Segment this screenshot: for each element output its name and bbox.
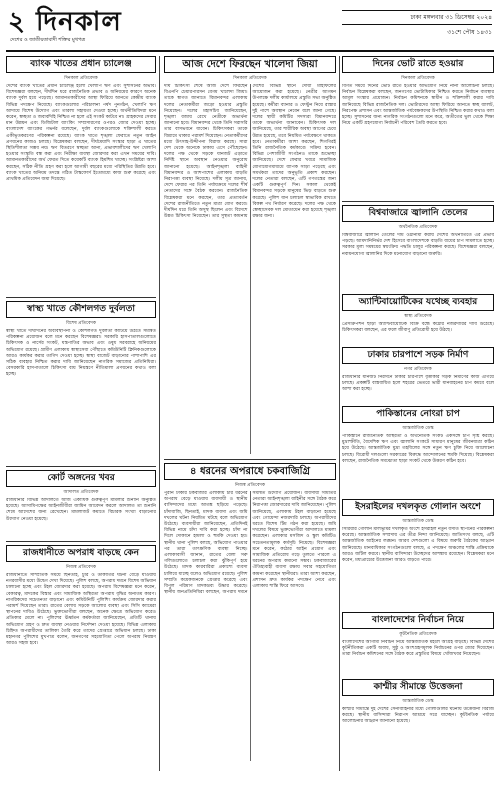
article-dhaka-ring [342, 347, 494, 401]
article-center-lead [164, 56, 336, 454]
byline-crime: নিজস্ব প্রতিবেদক [65, 565, 97, 570]
column-divider [339, 56, 340, 771]
byline-court: আদালত প্রতিবেদক [63, 490, 99, 495]
body-court: রাজধানীর বিভিন্ন আদালতে আজ একাধিক গুরুত্বপূর্ণ মামলার শুনানি অনুষ্ঠিত হয়েছে। আসামিপক্ষের আইনজীবীরা জামিন আবেদন করলে আদালত তা শুনানি শেষে আদেশের জন্য রেখেছেন। মামলাজট কমাতে বিচারক সংখ্যা বাড়ানোর উদ্যোগ নেওয়া হয়েছে। [6, 498, 156, 536]
article-bank [6, 56, 156, 292]
article-health [6, 301, 156, 461]
headline-crime: রাজধানীতে অপরাধ বাড়ছে কেন [6, 545, 156, 562]
masthead-tagline: দেশের ও জাতীয়তাবাদী শক্তির মুখপত্র [10, 37, 86, 43]
headline-antibiotic: অ্যান্টিবায়োটিকের যথেচ্ছ ব্যবহার [342, 294, 494, 311]
headline-pakistan: পাকিস্তানের নোংরা চাপ [342, 406, 494, 423]
body-kashmir: কাশ্মীর সীমান্তে দুই দেশের সেনাবাহিনীর মধ্যে গোলাগুলির ঘটনায় উত্তেজনা বিরাজ করছে। স্থানীয় বাসিন্দারা নিরাপদ আশ্রয়ে সরে যাচ্ছেন। কূটনৈতিক পর্যায়ে আলোচনার আহ্বান জানানো হয়েছে। [342, 707, 494, 733]
body-crime: রাজধানীতে সাম্প্রতিক সময়ে ছিনতাই, চুরি ও ডাকাতির ঘটনা বেড়ে যাওয়ায় নগরবাসীর মধ্যে উদ্বেগ দেখা দিয়েছে। পুলিশ বলছে, অপরাধ দমনে বিশেষ অভিযান চালানো হচ্ছে এবং টহল জোরদার করা হয়েছে। অপরাধ বিশেষজ্ঞরা মনে করেন, বেকারত্ব, মাদকের বিস্তার এবং সামাজিক অস্থিরতা অপরাধ বৃদ্ধির অন্যতম কারণ। নাগরিকদের সচেতনতা বাড়ানো এবং কমিউনিটি পুলিশিং কার্যক্রম জোরদার করার পরামর্শ দিয়েছেন তারা। রাতের বেলায় সড়কে আলোর ব্যবস্থা এবং সিসি ক্যামেরা স্থাপনের দাবিও উঠেছে। ভুক্তভোগীরা বলছেন, অনেক ক্ষেত্রে অভিযোগ করেও প্রতিকার মেলে না। পুলিশের ঊর্ধ্বতন কর্মকর্তারা জানিয়েছেন, প্রতিটি থানায় অভিযোগ গ্রহণ ও দ্রুত ব্যবস্থা নেওয়ার নির্দেশনা দেওয়া হয়েছে। বিভিন্ন এলাকায় চিহ্নিত অপরাধীদের তালিকা তৈরি করে তাদের গ্রেপ্তারে অভিযান চলছে। ঢাকা মহানগর পুলিশের মুখপাত্র বলেন, জনগণের সহযোগিতা পেলে অপরাধ নিয়ন্ত্রণ আরও সহজ হবে। [6, 573, 156, 785]
headline-israel: ইসরাইলের দখলকৃত গোলান অংশে [342, 499, 494, 516]
byline-israel: আন্তর্জাতিক ডেস্ক [402, 519, 434, 524]
headline-health: স্বাস্থ্য খাতে কৌশলগত দুর্বলতা [6, 301, 156, 318]
body-bank: দেশের ব্যাংক খাতের প্রধান চ্যালেঞ্জ হলো খেলাপি ঋণ এবং সুশাসনের অভাব। বিশেষজ্ঞরা বলছেন, দীর্ঘদিন ধরে রাজনৈতিক প্রভাব ও অনিয়মের কারণে অনেক ব্যাংক দুর্বল হয়ে পড়েছে। আমানতকারীদের আস্থা ফিরিয়ে আনতে কেন্দ্রীয় ব্যাংক বিভিন্ন পদক্ষেপ নিয়েছে। ব্যাংকগুলোর পরিচালনা পর্ষদ পুনর্গঠন, খেলাপি ঋণ আদায়ে বিশেষ উদ্যোগ এবং তারল্য সহায়তা দেওয়া হচ্ছে। অর্থনীতিবিদরা মনে করেন, স্বচ্ছতা ও জবাবদিহি নিশ্চিত না হলে এই সংকট কাটবে না। গ্রাহকদের সেবার মান উন্নয়ন এবং ডিজিটাল ব্যাংকিং সম্প্রসারণের ওপরও জোর দেওয়া হচ্ছে। বাংলাদেশ ব্যাংকের গভর্নর বলেছেন, দুর্বল ব্যাংকগুলোকে শক্তিশালী করতে একীভূতকরণের পরিকল্পনা রয়েছে। ব্যাংক খাতে শৃঙ্খলা ফেরাতে নতুন আইন প্রণয়নের কাজও চলছে। বিশ্লেষকরা বলছেন, দীর্ঘমেয়াদি সংস্কার ছাড়া এ খাতের স্থিতিশীলতা সম্ভব নয়। ঋণ বিতরণে স্বচ্ছতা আনা, প্রভাবশালীদের ঋণ খেলাপি হওয়ার সংস্কৃতি বন্ধ করা এবং নিরীক্ষা ব্যবস্থা জোরদার করা এখন সময়ের দাবি। আমানতকারীদের অর্থ ফেরত দিতে কয়েকটি ব্যাংক হিমশিম খাচ্ছে। সংশ্লিষ্টরা আশা করছেন, সঠিক নীতি গ্রহণ করা হলে আগামী বছরের মধ্যে পরিস্থিতির উন্নতি হবে। ব্যাংক খাতের অনিয়ম তদন্তে গঠিত টাস্কফোর্স ইতোমধ্যে কাজ শুরু করেছে এবং প্রাথমিক প্রতিবেদন জমা দিয়েছে। [6, 84, 156, 292]
headline-dhaka-ring: ঢাকার চারপাশে সড়ক নির্মাণ [342, 347, 494, 364]
byline-center-bottom: নিজস্ব প্রতিবেদক [234, 483, 266, 488]
article-kashmir [342, 679, 494, 733]
byline-health: বিশেষ প্রতিবেদক [65, 321, 97, 326]
left-column [6, 56, 156, 790]
newspaper-page [6, 6, 494, 771]
article-crime [6, 545, 156, 785]
right-column [342, 56, 494, 738]
headline-center-bottom: ৪ ধরনের অপরাধে চকবাজিগ্রি [164, 463, 336, 480]
body-oil: বিশ্ববাজারে জ্বালানি তেলের দাম ওঠানামা করায় দেশের অর্থনীতিতে এর প্রভাব পড়ছে। আমদানিনির্ভর দেশ হিসেবে বাংলাদেশকে বাড়তি ব্যয়ের চাপ সামলাতে হচ্ছে। সরকার মূল্য সমন্বয়ের স্বয়ংক্রিয় পদ্ধতি চালুর পরিকল্পনা করছে। বিশেষজ্ঞরা বলছেন, নবায়নযোগ্য জ্বালানির দিকে মনোযোগ বাড়ানো জরুরি। [342, 233, 494, 289]
center-column [164, 56, 336, 766]
headline-bangladesh-election: বাংলাদেশের নির্বাচন নিয়ে [342, 612, 494, 629]
byline-antibiotic: স্বাস্থ্য প্রতিবেদক [404, 314, 432, 319]
masthead-title [8, 8, 122, 36]
headline-court: কোর্ট অঙ্গনের খবর [6, 470, 156, 487]
article-right-top [342, 56, 494, 196]
body-health: স্বাস্থ্য খাতে দীর্ঘদিনের অব্যবস্থাপনা ও কৌশলগত দুর্বলতা কাটিয়ে উঠতে সমন্বিত পরিকল্পনা প্রয়োজন বলে মনে করছেন বিশেষজ্ঞরা। সরকারি হাসপাতালগুলোতে চিকিৎসক ও নার্সের সংকট, যন্ত্রপাতির অভাব এবং ওষুধ সরবরাহে অনিয়মের অভিযোগ রয়েছে। গ্রামীণ এলাকায় স্বাস্থ্যসেবা পৌঁছাতে কমিউনিটি ক্লিনিকগুলোকে আরও কার্যকর করার তাগিদ দেওয়া হচ্ছে। স্বাস্থ্য বাজেট বাড়ানোর পাশাপাশি এর সঠিক ব্যবহার নিশ্চিত করার দাবি জানিয়েছেন নাগরিক সমাজের প্রতিনিধিরা। বেসরকারি হাসপাতালে চিকিৎসা ব্যয় নিয়ন্ত্রণে নীতিমালা প্রণয়নের কথাও বলা হচ্ছে। [6, 329, 156, 461]
headline-oil: বিশ্ববাজারে জ্বালানি তেলের [342, 205, 494, 222]
article-oil [342, 205, 494, 289]
body-center-lead: দীর্ঘ চিকিৎসা শেষে আজ দেশে ফিরছেন বিএনপি চেয়ারপারসন বেগম খালেদা জিয়া। তাকে স্বাগত জানাতে বিমানবন্দর এলাকায় দলের নেতাকর্মীরা জড়ো হওয়ার প্রস্তুতি নিয়েছেন। দলের মহাসচিব জানিয়েছেন, শৃঙ্খলা বজায় রেখে নেত্রীকে অভ্যর্থনা জানানো হবে। বিমানবন্দর থেকে তিনি সরাসরি তার বাসভবনে যাবেন। চিকিৎসকরা তাকে বিশ্রামে থাকার পরামর্শ দিয়েছেন। নেতাকর্মীদের মধ্যে উৎসাহ-উদ্দীপনা বিরাজ করছে। সারা দেশ থেকে অনেকে ঢাকায় এসে পৌঁছেছেন। দলের পক্ষ থেকে সড়কে যানজট এড়াতে নির্দিষ্ট স্থানে অবস্থান নেওয়ার অনুরোধ জানানো হয়েছে। আইনশৃঙ্খলা বাহিনী বিমানবন্দর ও আশপাশের এলাকায় বাড়তি নিরাপত্তা ব্যবস্থা নিয়েছে। দলীয় সূত্র জানায়, দেশে ফেরার পর তিনি পর্যায়ক্রমে দলের শীর্ষ নেতাদের সঙ্গে বৈঠক করবেন। রাজনৈতিক বিশ্লেষকরা মনে করছেন, তার প্রত্যাবর্তন দেশের রাজনীতিতে নতুন মাত্রা যোগ করবে। দীর্ঘদিন ধরে তিনি অসুস্থ ছিলেন এবং বিদেশে উন্নত চিকিৎসা নিয়েছেন। তার সুস্থতা কামনায় দেশের বিভিন্ন স্থানে দোয়া মাহফিলের আয়োজন করা হয়েছে। নেত্রীর আগমন উপলক্ষে দলীয় কার্যালয়ে প্রস্তুতি সভা অনুষ্ঠিত হয়েছে। কর্মীরা ব্যানার ও ফেস্টুন নিয়ে রাস্তার দুই পাশে অবস্থান নেবেন বলে জানা গেছে। দলের স্থায়ী কমিটির সদস্যরা বিমানবন্দরে তাকে অভ্যর্থনা জানাবেন। চিকিৎসক দল জানিয়েছে, তার শারীরিক অবস্থা আগের চেয়ে উন্নত হয়েছে, তবে নিয়মিত পর্যবেক্ষণে থাকতে হবে। নেতাকর্মীরা আশা করছেন, শিগগিরই তিনি রাজনৈতিক কর্মকাণ্ডে সক্রিয় হবেন। বিভিন্ন পেশাজীবী সংগঠনও তাকে শুভেচ্ছা জানিয়েছে। দেশে ফেরার খবরে সামাজিক যোগাযোগমাধ্যমে ব্যাপক সাড়া পড়েছে এবং সমর্থকরা তাদের অনুভূতি প্রকাশ করছেন। দলের নেতারা বলছেন, এটি গণতন্ত্রের জন্য একটি গুরুত্বপূর্ণ দিন। সকাল থেকেই বিমানবন্দর সড়কে মানুষের ভিড় বাড়তে শুরু করেছে। পুলিশ যান চলাচল স্বাভাবিক রাখতে বিকল্প পথ নির্ধারণ করেছে। দলের পক্ষ থেকে স্বেচ্ছাসেবক দল মোতায়েন করা হয়েছে শৃঙ্খলা রক্ষার জন্য। [164, 84, 336, 454]
headline-center-lead: আজ দেশে ফিরছেন খালেদা জিয়া [164, 56, 336, 73]
byline-dhaka-ring: নগর প্রতিবেদক [404, 367, 432, 372]
body-dhaka-ring: রাজধানীর যানজট নিরসনে ঢাকার চারপাশে বৃত্তাকার সড়ক নির্মাণের কাজ এগিয়ে চলছে। প্রকল্পটি বাস্তবায়িত হলে শহরের ভেতরে ভারী যানবাহনের চাপ কমবে বলে আশা করা হচ্ছে। [342, 375, 494, 401]
body-bangladesh-election: বাংলাদেশের আগামী নির্বাচন নিয়ে আন্তর্জাতিক মহলে আগ্রহ বাড়ছে। বিভিন্ন দেশের কূটনীতিকরা একটি অবাধ, সুষ্ঠু ও অংশগ্রহণমূলক নির্বাচনের ওপর জোর দিয়েছেন। তারা নির্বাচন কমিশনের সঙ্গে বৈঠক করে প্রস্তুতির বিষয়ে খোঁজখবর নিয়েছেন। [342, 640, 494, 674]
byline-bank: দিনকাল প্রতিবেদক [64, 76, 98, 81]
page-number: ২ [8, 7, 26, 37]
masthead-date-box [342, 10, 492, 38]
newspaper-name: দিনকাল [35, 7, 122, 37]
article-bangladesh-election [342, 612, 494, 674]
divider [6, 297, 156, 298]
body-israel: সিরিয়ার গোলান মালভূমির দখলকৃত অংশে ইসরাইল নতুন বসতি স্থাপনের পরিকল্পনা করেছে। আন্তর্জাতিক সম্প্রদায় এর তীব্র নিন্দা জানিয়েছে। জাতিসংঘ বলছে, এটি আন্তর্জাতিক আইনের লঙ্ঘন। আরব দেশগুলো এ বিষয়ে জরুরি বৈঠকের আহ্বান জানিয়েছে। মানবাধিকার সংগঠনগুলো বলছে, এ পদক্ষেপ অঞ্চলের শান্তি প্রক্রিয়াকে আরও জটিল করবে। স্থানীয় বাসিন্দারা উচ্ছেদের আশঙ্কায় রয়েছেন। বিশ্লেষকরা মনে করেন, মধ্যপ্রাচ্যের উত্তেজনা আরও বাড়তে পারে। [342, 527, 494, 607]
byline-center-lead: দিনকাল প্রতিবেদক [233, 76, 267, 81]
divider [6, 466, 156, 467]
article-antibiotic [342, 294, 494, 342]
body-pakistan: পাকিস্তানে রাজনৈতিক অস্থিরতা ও অর্থনৈতিক সংকট একসঙ্গে চাপ সৃষ্টি করছে। মুদ্রাস্ফীতি, বৈদেশিক ঋণ এবং জ্বালানি সংকটে সাধারণ মানুষের জীবনযাত্রা কঠিন হয়ে উঠেছে। আন্তর্জাতিক মুদ্রা তহবিলের সঙ্গে নতুন ঋণ চুক্তি নিয়ে আলোচনা চলছে। বিরোধী দলগুলো সরকারের বিরুদ্ধে আন্দোলনের হুমকি দিয়েছে। বিশ্লেষকরা বলছেন, রাজনৈতিক সমঝোতা ছাড়া সংকট থেকে উত্তরণ কঠিন হবে। [342, 434, 494, 494]
byline-oil: অর্থনৈতিক প্রতিবেদক [398, 225, 438, 230]
article-court [6, 470, 156, 536]
headline-kashmir: কাশ্মীর সীমান্তে উত্তেজনা [342, 679, 494, 696]
article-center-bottom [164, 463, 336, 761]
headline-right-top: দিনের ভোট রাতে হওয়ার [342, 56, 494, 73]
byline-bangladesh-election: কূটনৈতিক প্রতিবেদক [399, 632, 437, 637]
body-center-bottom: পুরান ঢাকার চকবাজার এলাকায় চার ধরনের অপরাধ বেড়ে যাওয়ায় ব্যবসায়ী ও স্থানীয় বাসিন্দাদের মধ্যে আতঙ্ক ছড়িয়ে পড়েছে। চাঁদাবাজি, ছিনতাই, মাদক ব্যবসা এবং জমি দখলের ঘটনা নিয়মিত ঘটছে বলে অভিযোগ উঠেছে। ব্যবসায়ীরা জানিয়েছেন, প্রতিদিনই বিভিন্ন নামে চাঁদা দাবি করা হচ্ছে। চাঁদা না দিলে দোকানে হামলা ও হুমকি দেওয়া হয়। স্থানীয় থানা পুলিশ বলছে, অভিযোগ পাওয়ার পর তারা তাৎক্ষণিক ব্যবস্থা নিচ্ছে। এলাকাবাসী জানান, রাতের বেলা সরু গলিগুলোতে চলাচল করা ঝুঁকিপূর্ণ হয়ে উঠেছে। মাদক কারবারিরা প্রকাশ্যে ব্যবসা চালিয়ে যাচ্ছে বলেও অভিযোগ রয়েছে। পুলিশ সম্প্রতি কয়েকজনকে গ্রেপ্তার করেছে এবং বিপুল পরিমাণ মাদকদ্রব্য উদ্ধার করেছে। স্থানীয় জনপ্রতিনিধিরা বলছেন, অপরাধ দমনে সমন্বিত উদ্যোগ প্রয়োজন। ব্যবসায়ী সমিতির নেতারা আইনশৃঙ্খলা বাহিনীর সঙ্গে বৈঠক করে নিরাপত্তা জোরদারের দাবি জানিয়েছেন। পুলিশ জানিয়েছে, এলাকায় টহল বাড়ানো হয়েছে এবং গোয়েন্দা নজরদারি চলছে। অপরাধীদের ধরতে বিশেষ টিম গঠন করা হয়েছে। জমি দখলের বিষয়ে ভুক্তভোগীরা আদালতে মামলা করেছেন। এলাকার মসজিদ ও স্কুল কমিটিও সচেতনতামূলক কর্মসূচি নিয়েছে। বিশেষজ্ঞরা মনে করেন, কঠোর আইন প্রয়োগ এবং সামাজিক প্রতিরোধ গড়ে তুলতে পারলে এ ধরনের অপরাধ কমানো সম্ভব। চকবাজারের ঐতিহ্যবাহী ব্যবসা রক্ষায় সবার সহযোগিতা কামনা করেছেন স্থানীয়রা। তারা আশা করছেন, প্রশাসন দ্রুত কার্যকর পদক্ষেপ নেবে এবং এলাকায় শান্তি ফিরে আসবে। [164, 491, 336, 761]
divider [342, 201, 494, 202]
byline-pakistan: আন্তর্জাতিক ডেস্ক [402, 426, 434, 431]
sub-date-line: ৩১শে পৌষ ১৪৩১ [447, 29, 492, 36]
column-divider [159, 56, 160, 771]
byline-kashmir: আন্তর্জাতিক ডেস্ক [402, 699, 434, 704]
body-right-top: বিগত সময়ে দিনের ভোট রাতে হওয়ার অভিযোগ নিয়ে নানা আলোচনা চলছে। নির্বাচন বিশ্লেষকরা বলছেন, জনগণের ভোটাধিকার নিশ্চিত করতে নির্বাচন ব্যবস্থার আমূল সংস্কার প্রয়োজন। নির্বাচন কমিশনকে স্বাধীন ও শক্তিশালী করার দাবি জানিয়েছে বিভিন্ন রাজনৈতিক দল। ভোটারদের আস্থা ফিরিয়ে আনতে স্বচ্ছ ব্যালট, নিরপেক্ষ প্রশাসন এবং আন্তর্জাতিক পর্যবেক্ষকদের উপস্থিতি নিশ্চিত করার কথাও বলা হচ্ছে। সুশাসনের জন্য নাগরিক সংগঠনগুলো মনে করে, অতীতের ভুল থেকে শিক্ষা নিয়ে একটি গ্রহণযোগ্য নির্বাচনী পরিবেশ তৈরি করতে হবে। [342, 84, 494, 196]
byline-right-top: দিনকাল প্রতিবেদক [401, 76, 435, 81]
article-pakistan [342, 406, 494, 494]
article-israel [342, 499, 494, 607]
headline-bank: ব্যাংক খাতের প্রধান চ্যালেঞ্জ [6, 56, 156, 73]
divider [6, 541, 156, 542]
masthead [6, 6, 494, 52]
body-antibiotic: প্রেসক্রিপশন ছাড়া অ্যান্টিবায়োটিক বিক্রি বন্ধে কঠোর নজরদারির দাবি উঠেছে। চিকিৎসকরা বলছেন, এর ফলে জীবাণু প্রতিরোধী হয়ে উঠছে। [342, 322, 494, 342]
divider [164, 459, 336, 460]
date-line: ঢাকা মঙ্গলবার ৩১ ডিসেম্বর ২০২৪ [342, 10, 492, 25]
